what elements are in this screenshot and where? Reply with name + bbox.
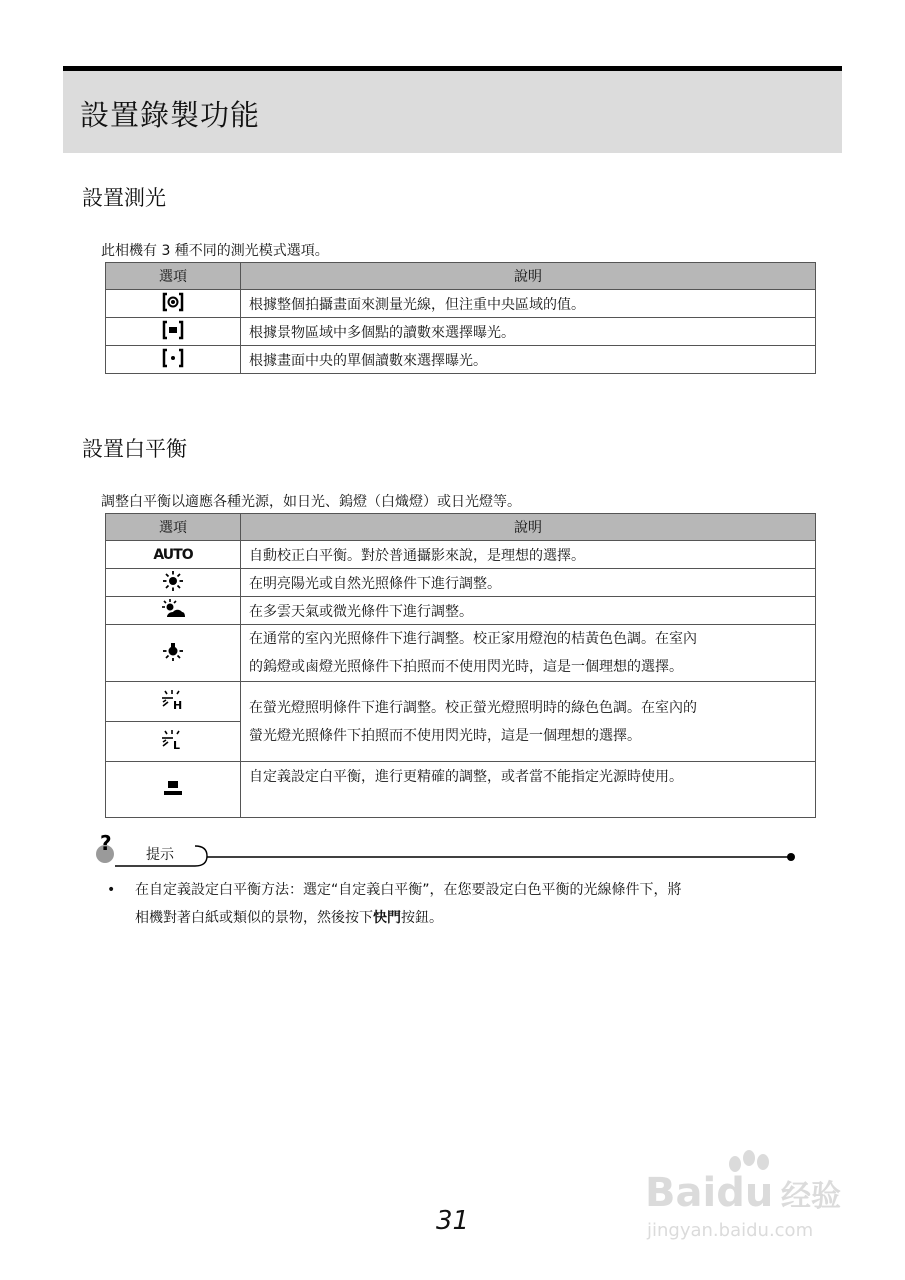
custom-wb-icon: [162, 786, 184, 802]
metering-intro: 此相機有 3 種不同的測光模式選項。: [101, 243, 329, 259]
table-row: [106, 762, 816, 818]
auto-wb-icon: AUTO: [153, 546, 193, 563]
wb-desc: 在明亮陽光或自然光照條件下進行調整。: [241, 569, 816, 597]
table-row: [106, 346, 816, 374]
shutter-label: 快門: [373, 910, 401, 926]
wb-desc-line: 螢光燈光照條件下拍照而不使用閃光時，這是一個理想的選擇。: [249, 727, 641, 744]
tip-line-1: 在自定義設定白平衡方法：選定“自定義白平衡”，在您要設定白色平衡的光線條件下，將: [135, 882, 682, 898]
wb-desc-line: 在通常的室內光照條件下進行調整。校正家用燈泡的桔黃色色調。在室內: [249, 631, 697, 647]
wb-col-option: 選項: [106, 514, 241, 541]
page-title: 設置錄製功能: [80, 98, 261, 132]
svg-text:?: ?: [100, 832, 112, 855]
table-row: [106, 569, 816, 597]
wb-desc: 自定義設定白平衡，進行更精確的調整，或者當不能指定光源時使用。: [241, 762, 816, 818]
table-row: [106, 541, 816, 569]
spot-metering-icon: [162, 356, 184, 372]
title-banner: [63, 71, 842, 153]
table-row: [106, 597, 816, 625]
wb-desc-line: 在螢光燈照明條件下進行調整。校正螢光燈照明時的綠色色調。在室內的: [249, 699, 697, 716]
metering-col-desc: 說明: [241, 263, 816, 290]
wb-desc: 自動校正白平衡。對於普通攝影來說，是理想的選擇。: [241, 541, 816, 569]
table-row: [106, 318, 816, 346]
watermark-brand: Baidu: [645, 1170, 774, 1216]
white-balance-table: [105, 513, 816, 818]
daylight-icon: [162, 579, 184, 595]
wb-col-desc: 說明: [241, 514, 816, 541]
tip-label: 提示: [146, 847, 174, 863]
multi-metering-icon: [162, 328, 184, 344]
tip-content: [107, 876, 822, 932]
fluorescent-h-icon: [161, 698, 185, 714]
table-row: [106, 682, 816, 722]
table-row: [106, 625, 816, 682]
fluorescent-l-icon: [161, 738, 185, 754]
wb-desc-line: 的鎢燈或鹵燈光照條件下拍照而不使用閃光時，這是一個理想的選擇。: [249, 659, 683, 675]
baidu-watermark: [645, 1150, 855, 1250]
tip-line: [95, 832, 800, 872]
metering-desc: 根據景物區域中多個點的讀數來選擇曝光。: [241, 318, 816, 346]
metering-heading: 設置測光: [82, 186, 166, 210]
tungsten-icon: [162, 650, 184, 666]
tip-header: [95, 832, 800, 872]
table-row: [106, 290, 816, 318]
tip-bullet: •: [107, 882, 116, 898]
svg-text:H: H: [173, 698, 183, 710]
page-number: 31: [435, 1206, 470, 1236]
cloudy-icon: [161, 607, 185, 623]
white-balance-intro: 調整白平衡以適應各種光源，如日光、鎢燈（白熾燈）或日光燈等。: [101, 494, 521, 510]
white-balance-heading: 設置白平衡: [82, 437, 187, 461]
watermark-cn: 经验: [781, 1179, 841, 1214]
svg-text:L: L: [173, 738, 181, 750]
center-weighted-metering-icon: [162, 300, 184, 316]
metering-table: [105, 262, 816, 374]
metering-desc: 根據畫面中央的單個讀數來選擇曝光。: [241, 346, 816, 374]
tip-line-2: 相機對著白紙或類似的景物，然後按下快門按鈕。: [135, 910, 443, 926]
metering-desc: 根據整個拍攝畫面來測量光線，但注重中央區域的值。: [241, 290, 816, 318]
watermark-url: jingyan.baidu.com: [647, 1220, 814, 1241]
metering-col-option: 選項: [106, 263, 241, 290]
wb-desc: 在多雲天氣或微光條件下進行調整。: [241, 597, 816, 625]
